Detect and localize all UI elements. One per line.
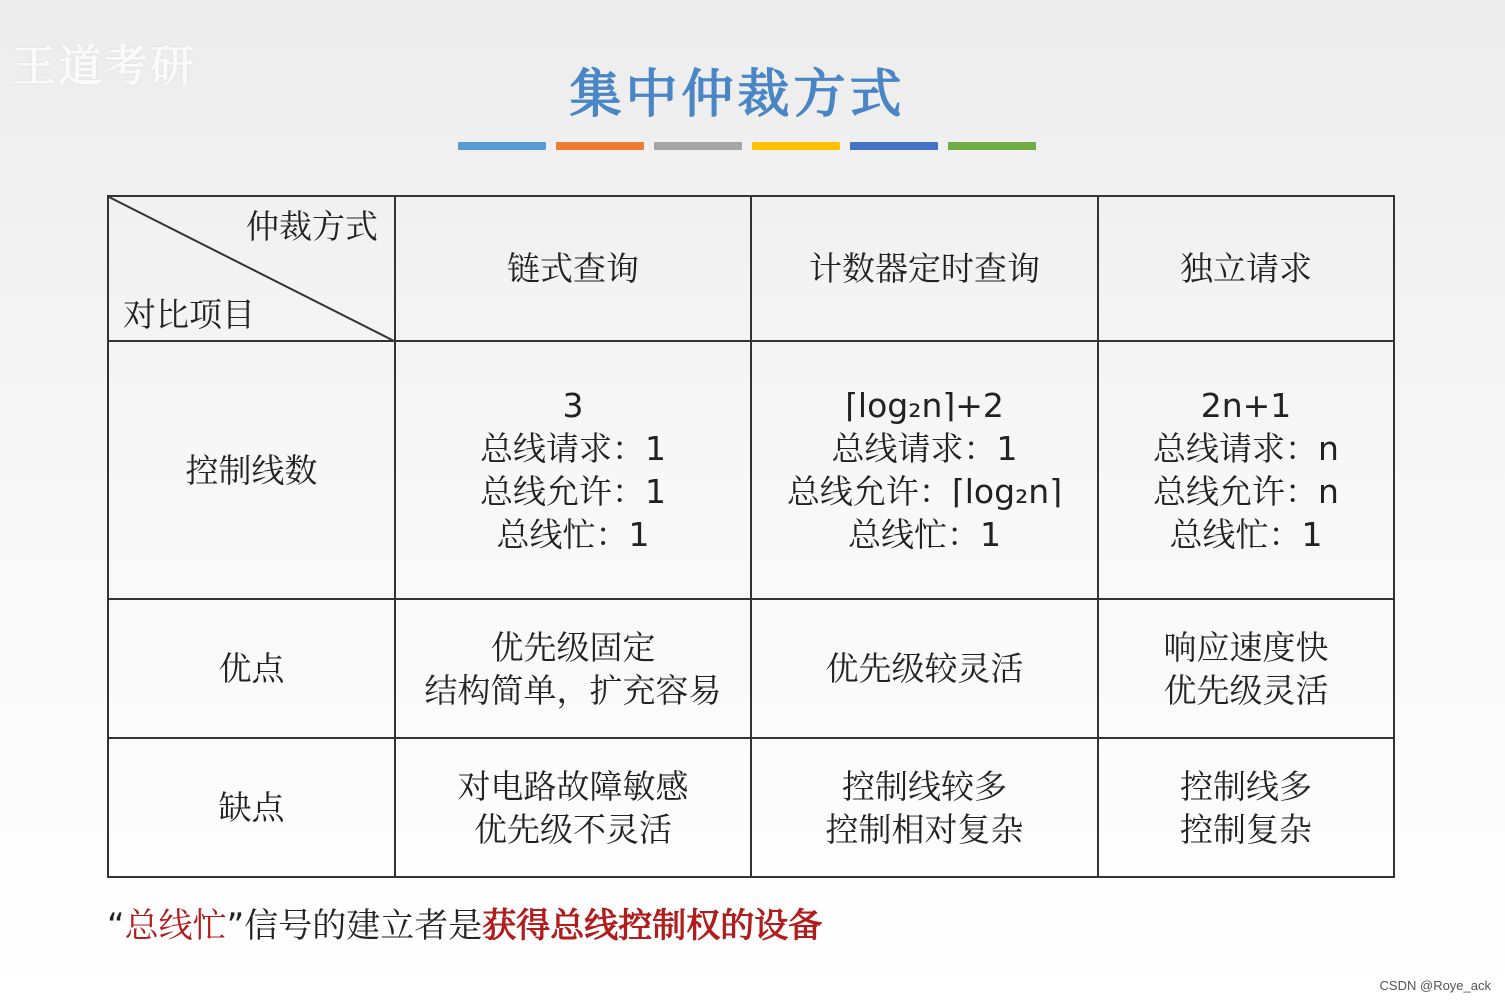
cell-line: 优先级不灵活 — [474, 809, 672, 849]
comparison-table — [107, 195, 1395, 878]
footnote-quoted-term: 总线忙 — [124, 906, 227, 946]
cell-chain-disadvantages — [395, 738, 751, 877]
color-bar-segment — [948, 142, 1036, 150]
cell-line: 优先级固定 — [490, 627, 656, 667]
cell-line: 控制复杂 — [1180, 809, 1312, 849]
cell-line: 对电路故障敏感 — [457, 766, 689, 806]
color-bar-segment — [458, 142, 546, 150]
cell-counter-disadvantages — [751, 738, 1098, 877]
cell-line: 控制线较多 — [842, 766, 1007, 806]
cell-line: 总线允许：n — [1153, 472, 1339, 511]
footnote-emphasis: 获得总线控制权的设备 — [482, 906, 823, 946]
column-header-independent-request: 独立请求 — [1098, 196, 1394, 341]
color-bar-segment — [752, 142, 840, 150]
column-header-counter-poll: 计数器定时查询 — [751, 196, 1098, 341]
cell-line: 总线允许：⌈log₂n⌉ — [786, 472, 1063, 511]
cell-line: 优先级较灵活 — [825, 649, 1024, 688]
color-bar — [458, 142, 1036, 150]
cell-line: 2n+1 — [1200, 386, 1292, 425]
corner-header-cell — [108, 196, 395, 341]
cell-line: 控制相对复杂 — [825, 809, 1024, 849]
color-bar-segment — [654, 142, 742, 150]
corner-header-top: 仲裁方式 — [246, 207, 378, 246]
table-header-row — [108, 196, 1394, 341]
table-row-control-lines — [108, 341, 1394, 599]
footnote-quote-close: ” — [226, 906, 245, 946]
corner-header-bottom: 对比项目 — [123, 295, 255, 334]
watermark: CSDN @Roye_ack — [1379, 978, 1491, 993]
cell-counter-advantages — [751, 599, 1098, 738]
cell-line: 优先级灵活 — [1163, 670, 1329, 710]
color-bar-segment — [850, 142, 938, 150]
table-row-advantages — [108, 599, 1394, 738]
cell-chain-control-lines — [395, 341, 751, 599]
page-title: 集中仲裁方式 — [569, 65, 906, 125]
color-bar-segment — [556, 142, 644, 150]
cell-line: 总线请求：1 — [831, 429, 1018, 468]
cell-line: 总线忙：1 — [496, 515, 650, 554]
cell-line: 总线请求：n — [1153, 429, 1339, 468]
cell-line: 控制线多 — [1180, 766, 1312, 806]
column-header-chain-poll: 链式查询 — [395, 196, 751, 341]
cell-line: 总线忙：1 — [1169, 515, 1323, 554]
row-label-advantages: 优点 — [108, 599, 395, 738]
cell-chain-advantages — [395, 599, 751, 738]
table-row-disadvantages — [108, 738, 1394, 877]
cell-line: 总线允许：1 — [480, 472, 666, 511]
cell-independent-disadvantages — [1098, 738, 1394, 877]
cell-independent-advantages — [1098, 599, 1394, 738]
cell-line: 3 — [562, 386, 584, 425]
footnote-middle: 信号的建立者是 — [244, 906, 483, 946]
footnote-quote-open: “ — [107, 906, 125, 946]
footnote — [107, 898, 822, 947]
row-label-control-lines: 控制线数 — [108, 341, 395, 599]
cell-line: 总线请求：1 — [480, 429, 666, 468]
cell-independent-control-lines — [1098, 341, 1394, 599]
cell-line: 总线忙：1 — [848, 515, 1001, 554]
cell-counter-control-lines — [751, 341, 1098, 599]
cell-line: ⌈log₂n⌉+2 — [845, 386, 1004, 425]
logo: 王道考研 — [12, 41, 196, 92]
cell-line: 响应速度快 — [1163, 627, 1329, 667]
cell-line: 结构简单，扩充容易 — [424, 670, 722, 710]
row-label-disadvantages: 缺点 — [108, 738, 395, 877]
